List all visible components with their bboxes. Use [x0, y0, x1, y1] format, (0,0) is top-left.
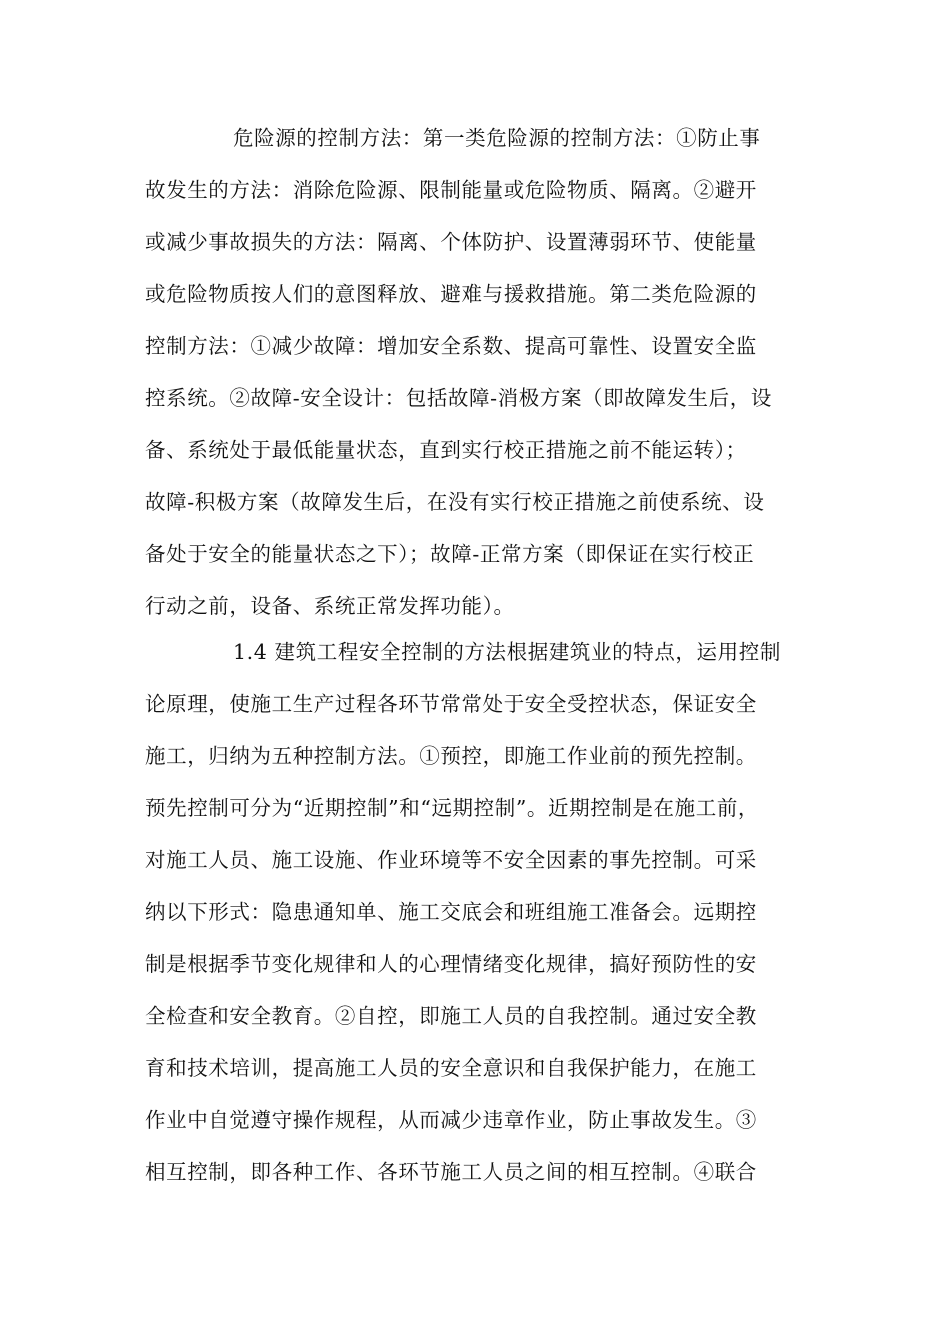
text-line: 备处于安全的能量状态之下）；故障-正常方案（即保证在实行校正 — [145, 542, 755, 566]
paragraph-hazard-control — [145, 112, 810, 632]
text-line: 故障-积极方案（故障发生后，在没有实行校正措施之前使系统、设 — [145, 490, 765, 514]
text-line: 施工，归纳为五种控制方法。①预控，即施工作业前的预先控制。 — [145, 744, 757, 768]
paragraph-safety-control-methods — [145, 626, 810, 1198]
text-line: 或减少事故损失的方法：隔离、个体防护、设置薄弱环节、使能量 — [145, 230, 757, 254]
text-line: 备、系统处于最低能量状态，直到实行校正措施之前不能运转）； — [145, 438, 747, 462]
text-line: 对施工人员、施工设施、作业环境等不安全因素的事先控制。可采 — [145, 848, 757, 872]
text-line: 行动之前，设备、系统正常发挥功能）。 — [145, 594, 515, 618]
text-line: 纳以下形式：隐患通知单、施工交底会和班组施工准备会。远期控 — [145, 900, 757, 924]
text-line: 故发生的方法：消除危险源、限制能量或危险物质、隔离。②避开 — [145, 178, 757, 202]
text-line: 控制方法：①减少故障：增加安全系数、提高可靠性、设置安全监 — [145, 334, 757, 358]
text-line: 相互控制，即各种工作、各环节施工人员之间的相互控制。④联合 — [145, 1160, 757, 1184]
text-line: 全检查和安全教育。②自控，即施工人员的自我控制。通过安全教 — [145, 1004, 757, 1028]
text-line: 1.4 建筑工程安全控制的方法根据建筑业的特点，运用控制 — [233, 640, 781, 664]
text-line: 预先控制可分为“近期控制”和“远期控制”。近期控制是在施工前， — [145, 796, 760, 820]
text-line: 育和技术培训，提高施工人员的安全意识和自我保护能力，在施工 — [145, 1056, 757, 1080]
text-line: 控系统。②故障-安全设计：包括故障-消极方案（即故障发生后，设 — [145, 386, 772, 410]
text-line: 制是根据季节变化规律和人的心理情绪变化规律，搞好预防性的安 — [145, 952, 757, 976]
text-line: 或危险物质按人们的意图释放、避难与援救措施。第二类危险源的 — [145, 282, 757, 306]
text-line: 作业中自觉遵守操作规程，从而减少违章作业，防止事故发生。③ — [145, 1108, 757, 1132]
text-line: 危险源的控制方法：第一类危险源的控制方法：①防止事 — [233, 126, 761, 150]
text-line: 论原理，使施工生产过程各环节常常处于安全受控状态，保证安全 — [145, 692, 757, 716]
